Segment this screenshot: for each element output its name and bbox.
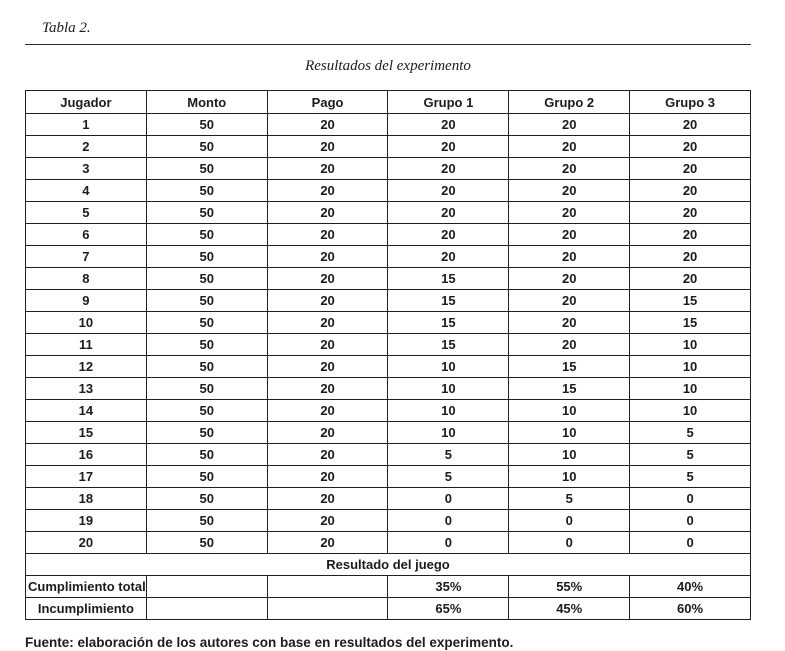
table-cell: 50 <box>146 312 267 334</box>
table-cell: 5 <box>630 444 751 466</box>
summary-cell <box>267 598 388 620</box>
table-cell: 16 <box>26 444 147 466</box>
summary-cell: 45% <box>509 598 630 620</box>
table-cell: 50 <box>146 202 267 224</box>
table-cell: 10 <box>509 466 630 488</box>
column-header: Grupo 2 <box>509 91 630 114</box>
top-rule <box>25 44 751 45</box>
results-table <box>25 90 751 620</box>
table-cell: 10 <box>630 334 751 356</box>
table-cell: 5 <box>509 488 630 510</box>
table-cell: 20 <box>630 202 751 224</box>
table-cell: 20 <box>267 444 388 466</box>
table-cell: 20 <box>388 202 509 224</box>
table-cell: 10 <box>388 356 509 378</box>
table-row <box>26 488 751 510</box>
table-cell: 15 <box>509 378 630 400</box>
column-header: Grupo 3 <box>630 91 751 114</box>
table-cell: 20 <box>267 356 388 378</box>
table-cell: 4 <box>26 180 147 202</box>
table-cell: 20 <box>267 114 388 136</box>
table-cell: 20 <box>267 290 388 312</box>
table-cell: 7 <box>26 246 147 268</box>
table-cell: 20 <box>509 334 630 356</box>
table-cell: 8 <box>26 268 147 290</box>
table-cell: 50 <box>146 378 267 400</box>
table-cell: 10 <box>509 422 630 444</box>
table-row <box>26 378 751 400</box>
table-cell: 50 <box>146 466 267 488</box>
table-cell: 20 <box>388 158 509 180</box>
table-cell: 50 <box>146 356 267 378</box>
summary-cell <box>146 576 267 598</box>
table-cell: 10 <box>630 356 751 378</box>
table-cell: 20 <box>267 532 388 554</box>
table-row <box>26 356 751 378</box>
table-cell: 10 <box>388 378 509 400</box>
table-cell: 6 <box>26 224 147 246</box>
table-cell: 20 <box>509 158 630 180</box>
table-row <box>26 444 751 466</box>
table-cell: 0 <box>630 532 751 554</box>
table-cell: 20 <box>388 136 509 158</box>
table-cell: 15 <box>388 312 509 334</box>
table-cell: 10 <box>509 444 630 466</box>
summary-cell: 35% <box>388 576 509 598</box>
table-cell: 5 <box>630 422 751 444</box>
column-header: Pago <box>267 91 388 114</box>
summary-row <box>26 576 751 598</box>
summary-cell: 40% <box>630 576 751 598</box>
summary-cell: 55% <box>509 576 630 598</box>
table-cell: 20 <box>388 114 509 136</box>
table-cell: 20 <box>509 180 630 202</box>
table-cell: 20 <box>388 246 509 268</box>
table-cell: 50 <box>146 114 267 136</box>
table-cell: 20 <box>509 224 630 246</box>
table-row <box>26 180 751 202</box>
table-cell: 20 <box>630 114 751 136</box>
table-cell: 50 <box>146 510 267 532</box>
summary-cell: 60% <box>630 598 751 620</box>
table-cell: 18 <box>26 488 147 510</box>
table-cell: 19 <box>26 510 147 532</box>
table-row <box>26 290 751 312</box>
table-row <box>26 422 751 444</box>
table-cell: 10 <box>509 400 630 422</box>
table-cell: 11 <box>26 334 147 356</box>
column-header: Jugador <box>26 91 147 114</box>
table-cell: 10 <box>388 422 509 444</box>
table-row <box>26 466 751 488</box>
table-cell: 15 <box>388 290 509 312</box>
table-cell: 15 <box>630 312 751 334</box>
table-row <box>26 334 751 356</box>
table-cell: 5 <box>388 466 509 488</box>
table-cell: 20 <box>509 114 630 136</box>
table-cell: 20 <box>267 246 388 268</box>
table-cell: 15 <box>509 356 630 378</box>
table-cell: 20 <box>26 532 147 554</box>
table-cell: 15 <box>388 334 509 356</box>
table-cell: 50 <box>146 246 267 268</box>
table-cell: 50 <box>146 268 267 290</box>
table-cell: 20 <box>509 246 630 268</box>
table-cell: 20 <box>630 268 751 290</box>
table-cell: 12 <box>26 356 147 378</box>
table-cell: 20 <box>267 312 388 334</box>
table-cell: 20 <box>267 158 388 180</box>
table-header-row <box>26 91 751 114</box>
table-cell: 20 <box>267 422 388 444</box>
table-cell: 20 <box>630 158 751 180</box>
table-cell: 17 <box>26 466 147 488</box>
table-cell: 50 <box>146 444 267 466</box>
table-cell: 5 <box>26 202 147 224</box>
table-cell: 20 <box>267 136 388 158</box>
table-row <box>26 136 751 158</box>
table-row <box>26 268 751 290</box>
table-row <box>26 202 751 224</box>
table-cell: 2 <box>26 136 147 158</box>
summary-label: Cumplimiento total <box>26 576 147 598</box>
table-cell: 20 <box>388 180 509 202</box>
table-cell: 20 <box>267 334 388 356</box>
table-cell: 10 <box>26 312 147 334</box>
column-header: Grupo 1 <box>388 91 509 114</box>
table-cell: 20 <box>630 224 751 246</box>
table-cell: 20 <box>267 466 388 488</box>
table-cell: 20 <box>630 246 751 268</box>
table-cell: 1 <box>26 114 147 136</box>
table-cell: 5 <box>630 466 751 488</box>
table-cell: 20 <box>630 180 751 202</box>
table-row <box>26 246 751 268</box>
summary-cell: 65% <box>388 598 509 620</box>
source-note: Fuente: elaboración de los autores con base en resultados del experimento. <box>25 635 514 650</box>
table-cell: 0 <box>388 532 509 554</box>
table-cell: 9 <box>26 290 147 312</box>
section-row <box>26 554 751 576</box>
table-cell: 15 <box>26 422 147 444</box>
table-cell: 50 <box>146 422 267 444</box>
table-cell: 50 <box>146 400 267 422</box>
table-cell: 20 <box>509 136 630 158</box>
summary-cell <box>146 598 267 620</box>
table-row <box>26 532 751 554</box>
table-cell: 14 <box>26 400 147 422</box>
table-row <box>26 224 751 246</box>
table-cell: 0 <box>509 510 630 532</box>
column-header: Monto <box>146 91 267 114</box>
table-cell: 10 <box>388 400 509 422</box>
summary-label: Incumplimiento <box>26 598 147 620</box>
table-cell: 15 <box>630 290 751 312</box>
table-title: Resultados del experimento <box>305 58 471 74</box>
table-cell: 10 <box>630 400 751 422</box>
table-cell: 20 <box>388 224 509 246</box>
table-cell: 13 <box>26 378 147 400</box>
table-cell: 50 <box>146 224 267 246</box>
table-cell: 20 <box>267 202 388 224</box>
table-row <box>26 312 751 334</box>
section-label: Resultado del juego <box>26 554 751 576</box>
table-cell: 50 <box>146 180 267 202</box>
table-cell: 20 <box>509 202 630 224</box>
table-cell: 5 <box>388 444 509 466</box>
table-cell: 10 <box>630 378 751 400</box>
table-cell: 50 <box>146 290 267 312</box>
table-cell: 20 <box>267 268 388 290</box>
table-cell: 50 <box>146 532 267 554</box>
table-row <box>26 158 751 180</box>
table-row <box>26 400 751 422</box>
table-label: Tabla 2. <box>42 20 91 36</box>
table-row <box>26 114 751 136</box>
table-cell: 20 <box>509 290 630 312</box>
summary-row <box>26 598 751 620</box>
table-cell: 20 <box>267 378 388 400</box>
table-cell: 20 <box>267 510 388 532</box>
table-cell: 50 <box>146 334 267 356</box>
table-cell: 50 <box>146 158 267 180</box>
table-cell: 50 <box>146 136 267 158</box>
table-cell: 20 <box>267 224 388 246</box>
table-cell: 0 <box>388 488 509 510</box>
table-cell: 20 <box>267 400 388 422</box>
table-cell: 0 <box>509 532 630 554</box>
table-cell: 0 <box>630 488 751 510</box>
table-cell: 0 <box>630 510 751 532</box>
table-row <box>26 510 751 532</box>
table-cell: 15 <box>388 268 509 290</box>
table-cell: 20 <box>509 268 630 290</box>
table-cell: 20 <box>267 180 388 202</box>
summary-cell <box>267 576 388 598</box>
document-content <box>25 20 751 650</box>
table-cell: 50 <box>146 488 267 510</box>
table-cell: 20 <box>509 312 630 334</box>
table-cell: 3 <box>26 158 147 180</box>
table-cell: 20 <box>267 488 388 510</box>
table-cell: 0 <box>388 510 509 532</box>
table-cell: 20 <box>630 136 751 158</box>
